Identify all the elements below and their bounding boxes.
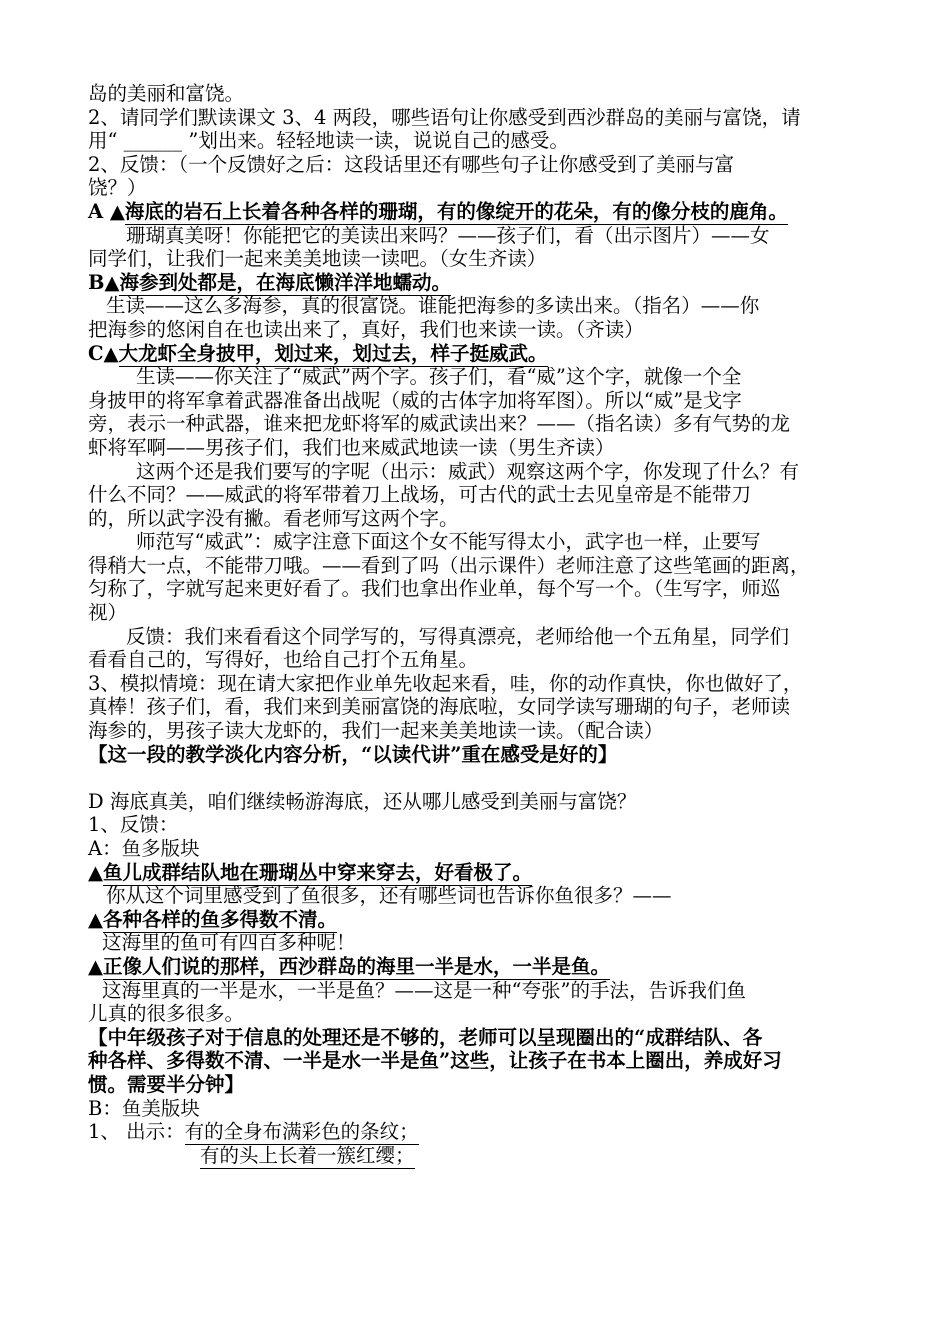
text-line: 你从这个词里感受到了鱼很多，还有哪些词也告诉你鱼很多？—— — [106, 884, 672, 908]
text-line: 视） — [88, 601, 128, 625]
underlined-quote: 各种各样的鱼多得数不清。 — [103, 907, 338, 931]
text-line: 得稍大一点，不能带刀哦。——看到了吗（出示课件）老师注意了这些笔画的距离， — [88, 553, 810, 577]
text-line: 岛的美丽和富饶。 — [88, 82, 245, 105]
triangle-marker: ▲ — [88, 907, 103, 931]
text-line: 海参的，男孩子读大龙虾的，我们一起来美美地读一读。（配合读） — [88, 719, 664, 743]
text-line: 2、反馈：（一个反馈好之后：这段话里还有哪些句子让你感受到了美丽与富 — [88, 152, 735, 176]
blank-line — [88, 766, 880, 790]
section-heading: A：鱼多版块 — [88, 837, 200, 860]
underlined-quote: 有的全身布满彩色的条纹； — [184, 1120, 419, 1144]
comment-line: 惯。需要半分钟】 — [88, 1072, 245, 1096]
text-line: 真棒！孩子们，看，我们来到美丽富饶的海底啦，女同学读写珊瑚的句子，老师读 — [88, 695, 791, 719]
text-line: 师范写“威武”：威字注意下面这个女不能写得太小，武字也一样，止要写 — [136, 530, 761, 554]
text-line: 的，所以武字没有撇。看老师写这两个字。 — [88, 506, 459, 530]
text-line: 这海里真的一半是水，一半是鱼？——这是一种“夸张”的手法，告诉我们鱼 — [102, 978, 746, 1002]
show-line — [88, 1120, 880, 1144]
text-line: 什么不同？——威武的将军带着刀上战场，可古代的武士去见皇帝是不能带刀 — [88, 483, 752, 507]
text-line: 生读——这么多海参，真的很富饶。谁能把海参的多读出来。（指名）——你 — [106, 294, 760, 318]
marker-c: C▲ — [88, 341, 119, 365]
text-line: 用“ ______ ”划出来。轻轻地读一读，说说自己的感受。 — [88, 129, 569, 153]
show-line — [88, 1144, 880, 1168]
comment-line: 种各样、多得数不清、一半是水一半是鱼”这些，让孩子在书本上圈出，养成好习 — [88, 1049, 782, 1073]
text-line: 这海里的鱼可有四百多种呢！ — [102, 931, 356, 955]
underlined-quote: 鱼儿成群结队地在珊瑚丛中穿来穿去，好看极了。 — [103, 860, 533, 884]
triangle-marker: ▲ — [88, 860, 103, 884]
text-line: 珊瑚真美呀！你能把它的美读出来吗？——孩子们，看（出示图片）——女 — [126, 223, 770, 247]
text-line: D 海底真美，咱们继续畅游海底，还从哪儿感受到美丽与富饶？ — [88, 789, 637, 813]
show-label: 1、 出示： — [88, 1120, 185, 1144]
text-line: 旁，表示一种武器，谁来把龙虾将军的威武读出来？——（指名读）多有气势的龙 — [88, 412, 791, 436]
text-line: 儿真的很多很多。 — [88, 1002, 245, 1026]
text-line: 2、请同学们默读课文 3、4 两段，哪些语句让你感受到西沙群岛的美丽与富饶，请 — [88, 105, 801, 129]
text-line: 虾将军啊——男孩子们，我们也来威武地读一读（男生齐读） — [88, 435, 615, 459]
quote-line-fish-2 — [88, 908, 880, 932]
quote-line-fish-3 — [88, 955, 880, 979]
text-line: 1、反馈： — [88, 813, 179, 837]
marker-b: B▲ — [88, 270, 120, 294]
comment-line: 【这一段的教学淡化内容分析，“以读代讲”重在感受是好的】 — [88, 742, 618, 766]
underlined-quote: 正像人们说的那样，西沙群岛的海里一半是水，一半是鱼。 — [103, 954, 611, 978]
quote-line-a — [88, 200, 880, 224]
text-line: 匀称了，字就写起来更好看了。我们也拿出作业单，每个写一个。（生写字，师巡 — [88, 577, 781, 601]
triangle-marker: ▲ — [88, 954, 103, 978]
text-line: 身披甲的将军拿着武器准备出战呢（威的古体字加将军图）。所以“威”是戈字 — [88, 388, 742, 412]
text-line: 这两个还是我们要写的字呢（出示：威武）观察这两个字，你发现了什么？有 — [136, 459, 800, 483]
text-line: 生读——你关注了“威武”两个字。孩子们，看“威”这个字，就像一个全 — [136, 365, 742, 389]
underlined-quote: 有的头上长着一簇红缨； — [200, 1143, 415, 1167]
underlined-quote: 海参到处都是，在海底懒洋洋地蠕动。 — [119, 270, 451, 294]
section-heading: B：鱼美版块 — [88, 1096, 200, 1120]
text-line: 看看自己的，写得好，也给自己打个五角星。 — [88, 648, 479, 672]
text-line: 同学们，让我们一起来美美地读一读吧。（女生齐读） — [88, 247, 547, 271]
underlined-quote: 大龙虾全身披甲，划过来，划过去，样子挺威武。 — [118, 341, 548, 365]
underlined-quote: 海底的岩石上长着各种各样的珊瑚，有的像绽开的花朵，有的像分枝的鹿角。 — [124, 199, 788, 223]
text-line: 3、模拟情境：现在请大家把作业单先收起来看，哇，你的动作真快，你也做好了， — [88, 671, 803, 695]
text-line: 饶？） — [88, 176, 147, 200]
quote-line-fish-1 — [88, 861, 880, 885]
text-line: 把海参的悠闲自在也读出来了，真好，我们也来读一读。（齐读） — [88, 317, 644, 341]
comment-line: 【中年级孩子对于信息的处理还是不够的，老师可以呈现圈出的“成群结队、各 — [88, 1025, 763, 1049]
text-line: 反馈：我们来看看这个同学写的，写得真漂亮，老师给他一个五角星，同学们 — [126, 624, 790, 648]
quote-line-b — [88, 271, 880, 295]
marker-a: A ▲ — [88, 199, 125, 223]
quote-line-c — [88, 342, 880, 366]
